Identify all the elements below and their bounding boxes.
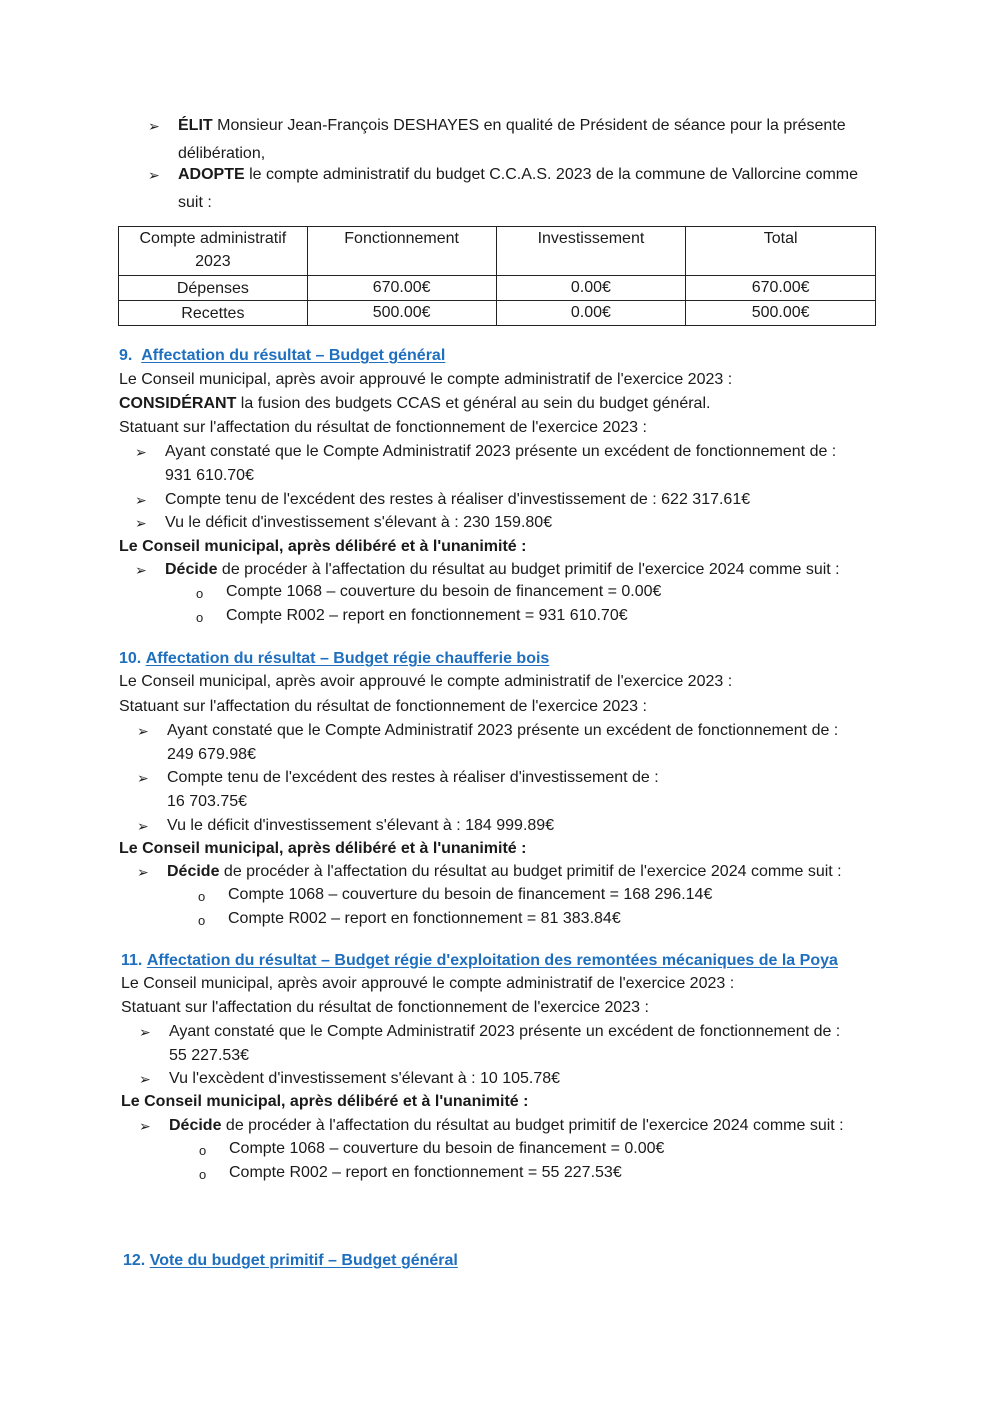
- bullet-text: 931 610.70€: [165, 467, 254, 484]
- paragraph: CONSIDÉRANT la fusion des budgets CCAS et général au sein du budget général.: [119, 395, 711, 412]
- conseil-resolution: Le Conseil municipal, après délibéré et à l'unanimité :: [119, 538, 527, 555]
- bullet-text: Ayant constaté que le Compte Administratif 2023 présente un excédent de fonctionnement de :: [169, 1023, 841, 1040]
- table-cell: 500.00€: [307, 301, 496, 326]
- table-cell: 0.00€: [496, 276, 686, 301]
- circle-bullet-icon: o: [199, 1143, 207, 1158]
- decision-text: Décide de procéder à l'affectation du résultat au budget primitif de l'exercice 2024 comme suit :: [167, 863, 842, 880]
- circle-bullet-icon: o: [196, 586, 204, 601]
- arrow-bullet-icon: ➢: [135, 492, 147, 508]
- table-cell: Dépenses: [119, 276, 308, 301]
- table-cell: 0.00€: [496, 301, 686, 326]
- table-header-cell: Investissement: [496, 227, 686, 276]
- arrow-bullet-icon: ➢: [148, 167, 160, 183]
- sub-bullet-text: Compte R002 – report en fonctionnement = 931 610.70€: [226, 607, 628, 624]
- paragraph: Le Conseil municipal, après avoir approuvé le compte administratif de l'exercice 2023 :: [119, 673, 733, 690]
- conseil-resolution: Le Conseil municipal, après délibéré et à l'unanimité :: [121, 1093, 529, 1110]
- table-cell: Recettes: [119, 301, 308, 326]
- bullet-text: Compte tenu de l'excédent des restes à réaliser d'investissement de : 622 317.61€: [165, 491, 751, 508]
- decision-text: Décide de procéder à l'affectation du résultat au budget primitif de l'exercice 2024 comme suit :: [165, 561, 840, 578]
- section-10-heading: 10. Affectation du résultat – Budget régie chaufferie bois: [119, 650, 550, 667]
- intro-item-elit: ÉLIT Monsieur Jean-François DESHAYES en qualité de Président de séance pour la présente: [178, 117, 846, 134]
- ccas-budget-table: [118, 226, 876, 326]
- bullet-text: Vu l'excèdent d'investissement s'élevant à : 10 105.78€: [169, 1070, 561, 1087]
- circle-bullet-icon: o: [196, 610, 204, 625]
- arrow-bullet-icon: ➢: [137, 770, 149, 786]
- section-11-heading: 11. Affectation du résultat – Budget régie d'exploitation des remontées mécaniques de la Poya: [121, 952, 838, 969]
- table-cell: 670.00€: [686, 276, 876, 301]
- bullet-text: 16 703.75€: [167, 793, 248, 810]
- table-header-cell: Fonctionnement: [307, 227, 496, 276]
- intro-item-adopte-cont: suit :: [178, 194, 212, 211]
- table-row: [119, 301, 876, 326]
- arrow-bullet-icon: ➢: [139, 1071, 151, 1087]
- sub-bullet-text: Compte 1068 – couverture du besoin de financement = 0.00€: [226, 583, 662, 600]
- arrow-bullet-icon: ➢: [139, 1024, 151, 1040]
- sub-bullet-text: Compte 1068 – couverture du besoin de financement = 0.00€: [229, 1140, 665, 1157]
- paragraph: Statuant sur l'affectation du résultat de fonctionnement de l'exercice 2023 :: [121, 999, 649, 1016]
- table-cell: 670.00€: [307, 276, 496, 301]
- arrow-bullet-icon: ➢: [137, 818, 149, 834]
- bullet-text: Vu le déficit d'investissement s'élevant à : 184 999.89€: [167, 817, 555, 834]
- arrow-bullet-icon: ➢: [139, 1118, 151, 1134]
- sub-bullet-text: Compte 1068 – couverture du besoin de financement = 168 296.14€: [228, 886, 713, 903]
- sub-bullet-text: Compte R002 – report en fonctionnement = 55 227.53€: [229, 1164, 622, 1181]
- bullet-text: Vu le déficit d'investissement s'élevant à : 230 159.80€: [165, 514, 553, 531]
- arrow-bullet-icon: ➢: [135, 562, 147, 578]
- table-header-cell: Total: [686, 227, 876, 276]
- bullet-text: Ayant constaté que le Compte Administratif 2023 présente un excédent de fonctionnement de :: [167, 722, 839, 739]
- table-header-cell: Compte administratif 2023: [119, 227, 308, 276]
- table-cell: 500.00€: [686, 301, 876, 326]
- conseil-resolution: Le Conseil municipal, après délibéré et à l'unanimité :: [119, 840, 527, 857]
- bullet-text: Ayant constaté que le Compte Administratif 2023 présente un excédent de fonctionnement de :: [165, 443, 837, 460]
- section-9-heading: 9. Affectation du résultat – Budget général: [119, 347, 446, 364]
- arrow-bullet-icon: ➢: [135, 444, 147, 460]
- circle-bullet-icon: o: [199, 1167, 207, 1182]
- bullet-text: 55 227.53€: [169, 1047, 250, 1064]
- paragraph: Statuant sur l'affectation du résultat de fonctionnement de l'exercice 2023 :: [119, 419, 647, 436]
- arrow-bullet-icon: ➢: [137, 864, 149, 880]
- decision-text: Décide de procéder à l'affectation du résultat au budget primitif de l'exercice 2024 comme suit :: [169, 1117, 844, 1134]
- table-header-row: [119, 227, 876, 276]
- bullet-text: Compte tenu de l'excédent des restes à réaliser d'investissement de :: [167, 769, 659, 786]
- paragraph: Le Conseil municipal, après avoir approuvé le compte administratif de l'exercice 2023 :: [119, 371, 733, 388]
- arrow-bullet-icon: ➢: [148, 118, 160, 134]
- circle-bullet-icon: o: [198, 913, 206, 928]
- bullet-text: 249 679.98€: [167, 746, 256, 763]
- circle-bullet-icon: o: [198, 889, 206, 904]
- arrow-bullet-icon: ➢: [137, 723, 149, 739]
- paragraph: Le Conseil municipal, après avoir approuvé le compte administratif de l'exercice 2023 :: [121, 975, 735, 992]
- paragraph: Statuant sur l'affectation du résultat de fonctionnement de l'exercice 2023 :: [119, 698, 647, 715]
- intro-item-elit-cont: délibération,: [178, 145, 266, 162]
- section-12-heading: 12. Vote du budget primitif – Budget général: [123, 1252, 458, 1269]
- intro-item-adopte: ADOPTE le compte administratif du budget C.C.A.S. 2023 de la commune de Vallorcine comme: [178, 166, 859, 183]
- table-row: [119, 276, 876, 301]
- sub-bullet-text: Compte R002 – report en fonctionnement = 81 383.84€: [228, 910, 621, 927]
- arrow-bullet-icon: ➢: [135, 515, 147, 531]
